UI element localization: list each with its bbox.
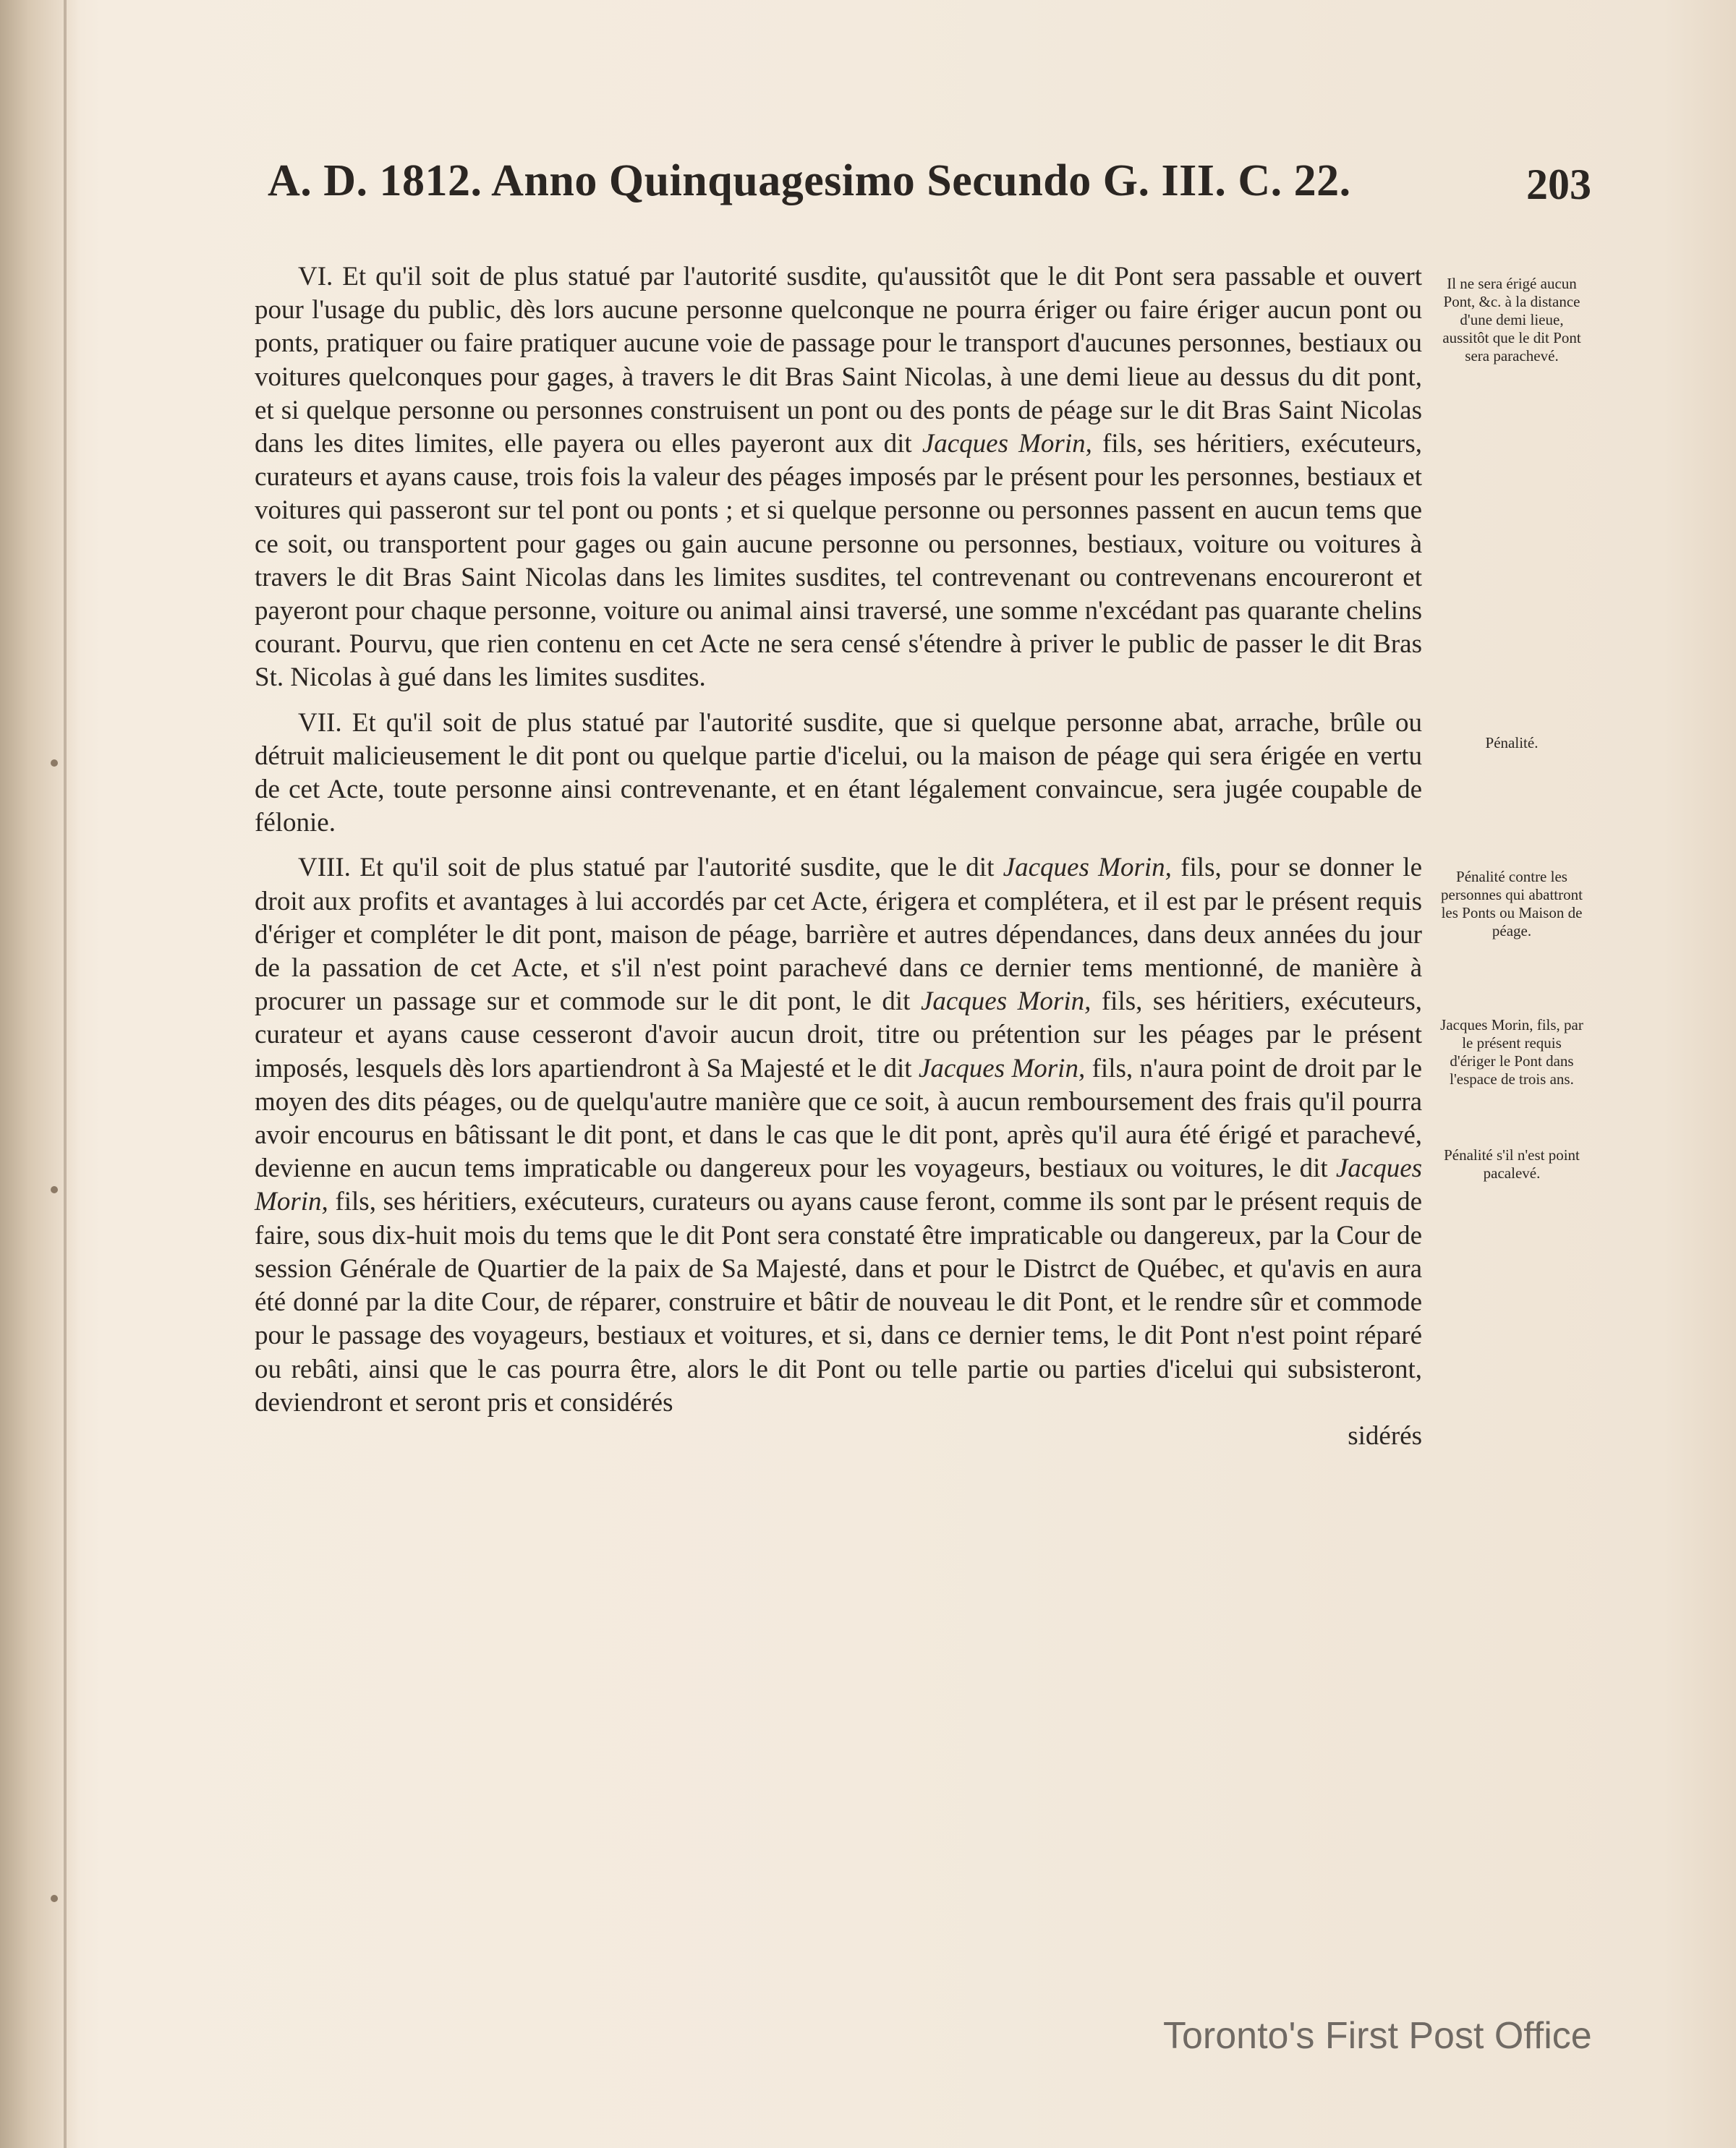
section-viii: VIII. Et qu'il soit de plus statué par l'autorité susdite, que le dit Jacques Morin, fils, pour se donner le droit aux profits et avantages à lui accordés par cet Acte, érigera et complétera, et il est par le présent requis d'ériger et compléter le dit pont, maison de péage, barrière et autres dépendances, dans deux années du jour de la passation de cet Acte, et s'il n'est point parachevé dans ce dernier tems mentionné, de manière à procurer un passage sur et commode sur le dit pont, le dit Jacques Morin, fils, ses héritiers, exécuteurs, curateur et ayans cause cesseront d'avoir aucun droit, titre ou prétention sur les péages par le présent imposés, lesquels dès lors apartiendront à Sa Majesté et le dit Jacques Morin, fils, n'aura point de droit par le moyen des dits péages, ou de quelqu'autre manière que ce soit, à aucun remboursement des frais qu'il pourra avoir encourus en bâtissant le dit pont, et dans le cas que le dit pont, après qu'il aura été érigé et parachevé, devienne en aucun tems impraticable ou dangereux pour les voyageurs, bestiaux ou voitures, le dit Jacques Morin, fils, ses héritiers, exécuteurs, curateurs ou ayans cause feront, comme ils sont par le présent requis de faire, sous dix-huit mois du tems que le dit Pont sera constaté être impraticable ou dangereux, par la Cour de session Générale de Quartier de la paix de Sa Majesté, dans et pour le Distrct de Québec, et qu'avis en aura été donné par la dite Cour, de réparer, construire et bâtir de nouveau le dit Pont, et le rendre sûr et commode pour le passage des voyageurs, bestiaux et voitures, et si, dans ce dernier tems, le dit Pont n'est point réparé ou rebâti, ainsi que le cas pourra être, alors le dit Pont ou telle partie ou parties d'icelui qui subsisteront, deviendront et seront pris et considérés	[255, 853, 1423, 1418]
page-number: 203	[1526, 161, 1591, 208]
binding-fold	[64, 0, 67, 2148]
margin-note-penalty-unfinished: Pénalité s'il n'est point pacalevé.	[1444, 1146, 1580, 1182]
body-text	[255, 260, 1422, 1453]
person-name: Jacques Morin,	[922, 429, 1092, 459]
stitch-hole	[51, 759, 58, 767]
person-name: Jacques Morin,	[255, 1154, 1423, 1217]
watermark: Toronto's First Post Office	[1163, 2015, 1592, 2057]
section-vi: VI. Et qu'il soit de plus statué par l'autorité susdite, qu'aussitôt que le dit Pont sera passable et ouvert pour l'usage du public, dès lors aucune personne quelconque ne pourra ériger ou faire ériger aucun pont ou ponts, pratiquer ou faire pratiquer aucune voie de passage pour le transport d'aucunes personnes, bestiaux ou voitures quelconques pour gages, à travers le dit Bras Saint Nicolas, à une demi lieue au dessus du dit pont, et si quelque personne ou personnes construisent un pont ou des ponts de péage sur le dit Bras Saint Nicolas dans les dites limites, elle payera ou elles payeront aux dit Jacques Morin, fils, ses héritiers, exécuteurs, curateurs et ayans cause, trois fois la valeur des péages imposés par le présent pour les personnes, bestiaux et voitures qui passeront sur tel pont ou ponts ; et si quelque personne ou personnes passent en aucun tems que ce soit, ou transportent pour gages ou gain aucune personne ou personnes, bestiaux, voiture ou voitures à travers le dit Bras Saint Nicolas dans les limites susdites, tel contrevenant ou contrevenans encoureront et payeront pour chaque personne, voiture ou animal ainsi traversé, une somme n'excédant pas quarante chelins courant. Pourvu, que rien contenu en cet Acte ne sera censé s'étendre à priver le public de passer le dit Bras St. Nicolas à gué dans les limites susdites.	[255, 262, 1423, 693]
catchword: sidérés	[1348, 1420, 1422, 1451]
person-name: Jacques Morin,	[918, 1053, 1086, 1083]
stitch-hole	[51, 1895, 58, 1902]
stitch-hole	[51, 1186, 58, 1193]
margin-note-penalty: Pénalité.	[1485, 734, 1539, 751]
margin-note-no-bridge: Il ne sera érigé aucun Pont, &c. à la distance d'une demi lieue, aussitôt que le dit Pont sera parachevé.	[1442, 275, 1581, 365]
person-name: Jacques Morin,	[1003, 853, 1172, 883]
section-vii: VII. Et qu'il soit de plus statué par l'autorité susdite, que si quelque personne abat, arrache, brûle ou détruit malicieusement le dit pont ou quelque partie d'icelui, ou la maison de péage qui sera érigée en vertu de cet Acte, toute personne ainsi contrevenante, et en étant légalement convaincue, sera jugée coupable de félonie.	[255, 707, 1422, 838]
header-title: A. D. 1812. Anno Quinquagesimo Secundo G. III. C. 22.	[268, 156, 1351, 205]
page-binding	[0, 0, 80, 2148]
margin-note-penalty-felony: Pénalité contre les personnes qui abattront les Ponts ou Maison de péage.	[1441, 868, 1583, 939]
margin-note-build-requirement: Jacques Morin, fils, par le présent requis d'ériger le Pont dans l'espace de trois ans.	[1440, 1016, 1583, 1088]
person-name: Jacques Morin,	[920, 986, 1092, 1017]
running-header	[268, 155, 1591, 221]
